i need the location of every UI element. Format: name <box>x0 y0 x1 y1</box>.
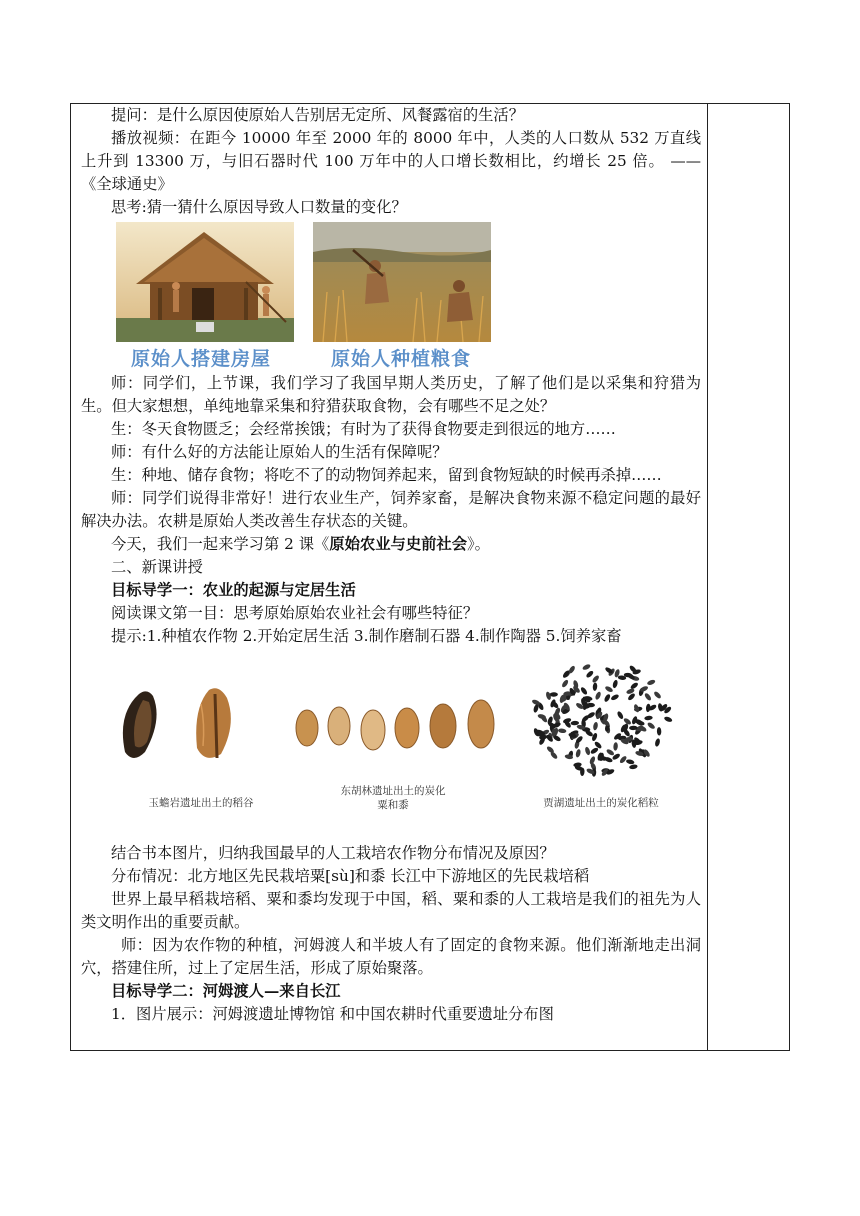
millet-grains <box>296 700 494 750</box>
rice-grain <box>647 721 656 730</box>
read-line: 阅读课文第一目：思考原始原始农业社会有哪些特征？ <box>111 604 479 622</box>
rice-grain <box>606 748 615 756</box>
section-heading: 二、新课讲授 <box>111 558 203 576</box>
rice-grain <box>594 691 601 700</box>
goal-1-text: 目标导学一：农业的起源与定居生活 <box>111 581 356 599</box>
teacher-line-3: 师：同学们说得非常好！进行农业生产，饲养家畜，是解决食物来源不稳定问题的最好解决办法。农耕是原始人类改善生存状态的关键。 <box>81 489 701 530</box>
rice-grain <box>561 679 569 688</box>
rice-grain <box>593 722 599 731</box>
rice-grain <box>644 692 653 701</box>
rice-grain <box>646 679 655 686</box>
picture-line: 1．图片展示：河姆渡遗址博物馆 和中国农耕时代重要遗址分布图 <box>111 1005 554 1023</box>
goal-2-heading <box>81 980 701 1003</box>
rice-grain <box>575 749 581 758</box>
rice-grain <box>612 679 619 688</box>
rice-grain <box>653 690 662 699</box>
rice-grain <box>591 674 600 683</box>
combine-line: 结合书本图片，归纳我国最早的人工栽培农作物分布情况及原因？ <box>111 844 555 862</box>
today-prefix: 今天，我们一起来学习第 2 课《 <box>111 535 330 553</box>
rice-grain <box>584 746 591 755</box>
seed-caption-yuchanyan-text: 玉蟾岩遗址出土的稻谷 <box>148 797 254 809</box>
today-suffix: 》。 <box>467 535 490 553</box>
rice-grain <box>589 756 596 765</box>
seed-caption-donghulin-line2: 粟和黍 <box>377 799 409 811</box>
seed-caption-jiahu-text: 贾湖遗址出土的炭化稻粒 <box>543 797 659 809</box>
seed-caption-jiahu <box>521 796 681 810</box>
photo-caption-planting: 原始人种植粮食 <box>331 348 472 370</box>
rice-grain <box>654 738 660 747</box>
rice-husk-pair <box>123 688 231 758</box>
rice-grain <box>580 686 589 695</box>
video-line: 播放视频：在距今 10000 年至 2000 年的 8000 年中，人类的人口数从 532 万直线上升到 13300 万，与旧石器时代 100 万年中的人口增长数相比，约增长 25 倍。 ——《全球通史》 <box>81 129 701 193</box>
hint-line: 提示:1.种植农作物 2.开始定居生活 3.制作磨制石器 4.制作陶器 5.饲养家畜 <box>111 627 622 645</box>
goal-2-text: 目标导学二：河姆渡人—来自长江 <box>111 982 341 1000</box>
rice-grain <box>630 682 639 691</box>
teacher-line-1: 师：同学们，上节课，我们学习了我国早期人类历史，了解了他们是以采集和狩猎为生。但大家想想，单纯地靠采集和狩猎获取食物，会有哪些不足之处？ <box>81 374 701 415</box>
rice-grain <box>626 759 635 765</box>
seed-caption-donghulin-line1: 东胡林遗址出土的炭化 <box>340 785 446 797</box>
lesson-content <box>81 104 701 1026</box>
rice-grain <box>558 728 567 733</box>
grain-planting-photo <box>313 222 491 342</box>
rice-grain <box>629 764 638 770</box>
teacher-line-2: 师：有什么好的方法能让原始人的生活有保障呢？ <box>111 443 448 461</box>
rice-grain <box>592 682 597 691</box>
carbonized-rice-pile <box>531 663 673 777</box>
rice-grain <box>657 727 662 736</box>
teacher-line-4: 师：因为农作物的种植，河姆渡人和半坡人有了固定的食物来源。他们渐渐地走出洞穴，搭建住所，过上了定居生活，形成了原始聚落。 <box>81 936 701 977</box>
distribution-line: 分布情况：北方地区先民栽培粟[sù]和黍 长江中下游地区的先民栽培稻 <box>111 867 590 885</box>
rice-grain <box>644 715 653 720</box>
rice-grain <box>604 685 613 693</box>
rice-grain <box>585 670 594 679</box>
lesson-table <box>70 103 790 1051</box>
goal-1-heading <box>81 579 701 602</box>
photo-caption-building: 原始人搭建房屋 <box>131 348 272 370</box>
rice-grain <box>582 663 591 671</box>
rice-grain <box>570 721 579 726</box>
photo-row <box>81 222 701 372</box>
today-line <box>81 533 701 556</box>
rice-grain <box>616 710 624 719</box>
rice-grain <box>613 742 618 751</box>
student-line-2: 生：种地、储存食物；将吃不了的动物饲养起来，留到食物短缺的时候再杀掉…… <box>111 466 662 484</box>
rice-grain <box>610 693 619 701</box>
rice-grain <box>619 755 628 764</box>
question-line: 提问：是什么原因使原始人告别居无定所、风餐露宿的生活？ <box>111 106 525 124</box>
rice-grain <box>663 716 672 723</box>
seed-figure <box>81 654 701 842</box>
seed-caption-yuchanyan <box>121 796 281 810</box>
rice-grain <box>603 693 611 702</box>
world-line: 世界上最早稻栽培稻、粟和黍均发现于中国，稻、粟和黍的人工栽培是我们的祖先为人类文明作出的重要贡献。 <box>81 890 701 931</box>
column-divider <box>707 104 708 1050</box>
hut-building-photo <box>116 222 294 342</box>
student-line-1: 生：冬天食物匮乏；会经常挨饿；有时为了获得食物要走到很远的地方…… <box>111 420 616 438</box>
think-line: 思考:猜一猜什么原因导致人口数量的变化？ <box>111 198 407 216</box>
rice-grain <box>590 747 599 755</box>
seed-caption-donghulin <box>313 784 473 812</box>
lesson-title: 原始农业与史前社会 <box>329 535 468 553</box>
